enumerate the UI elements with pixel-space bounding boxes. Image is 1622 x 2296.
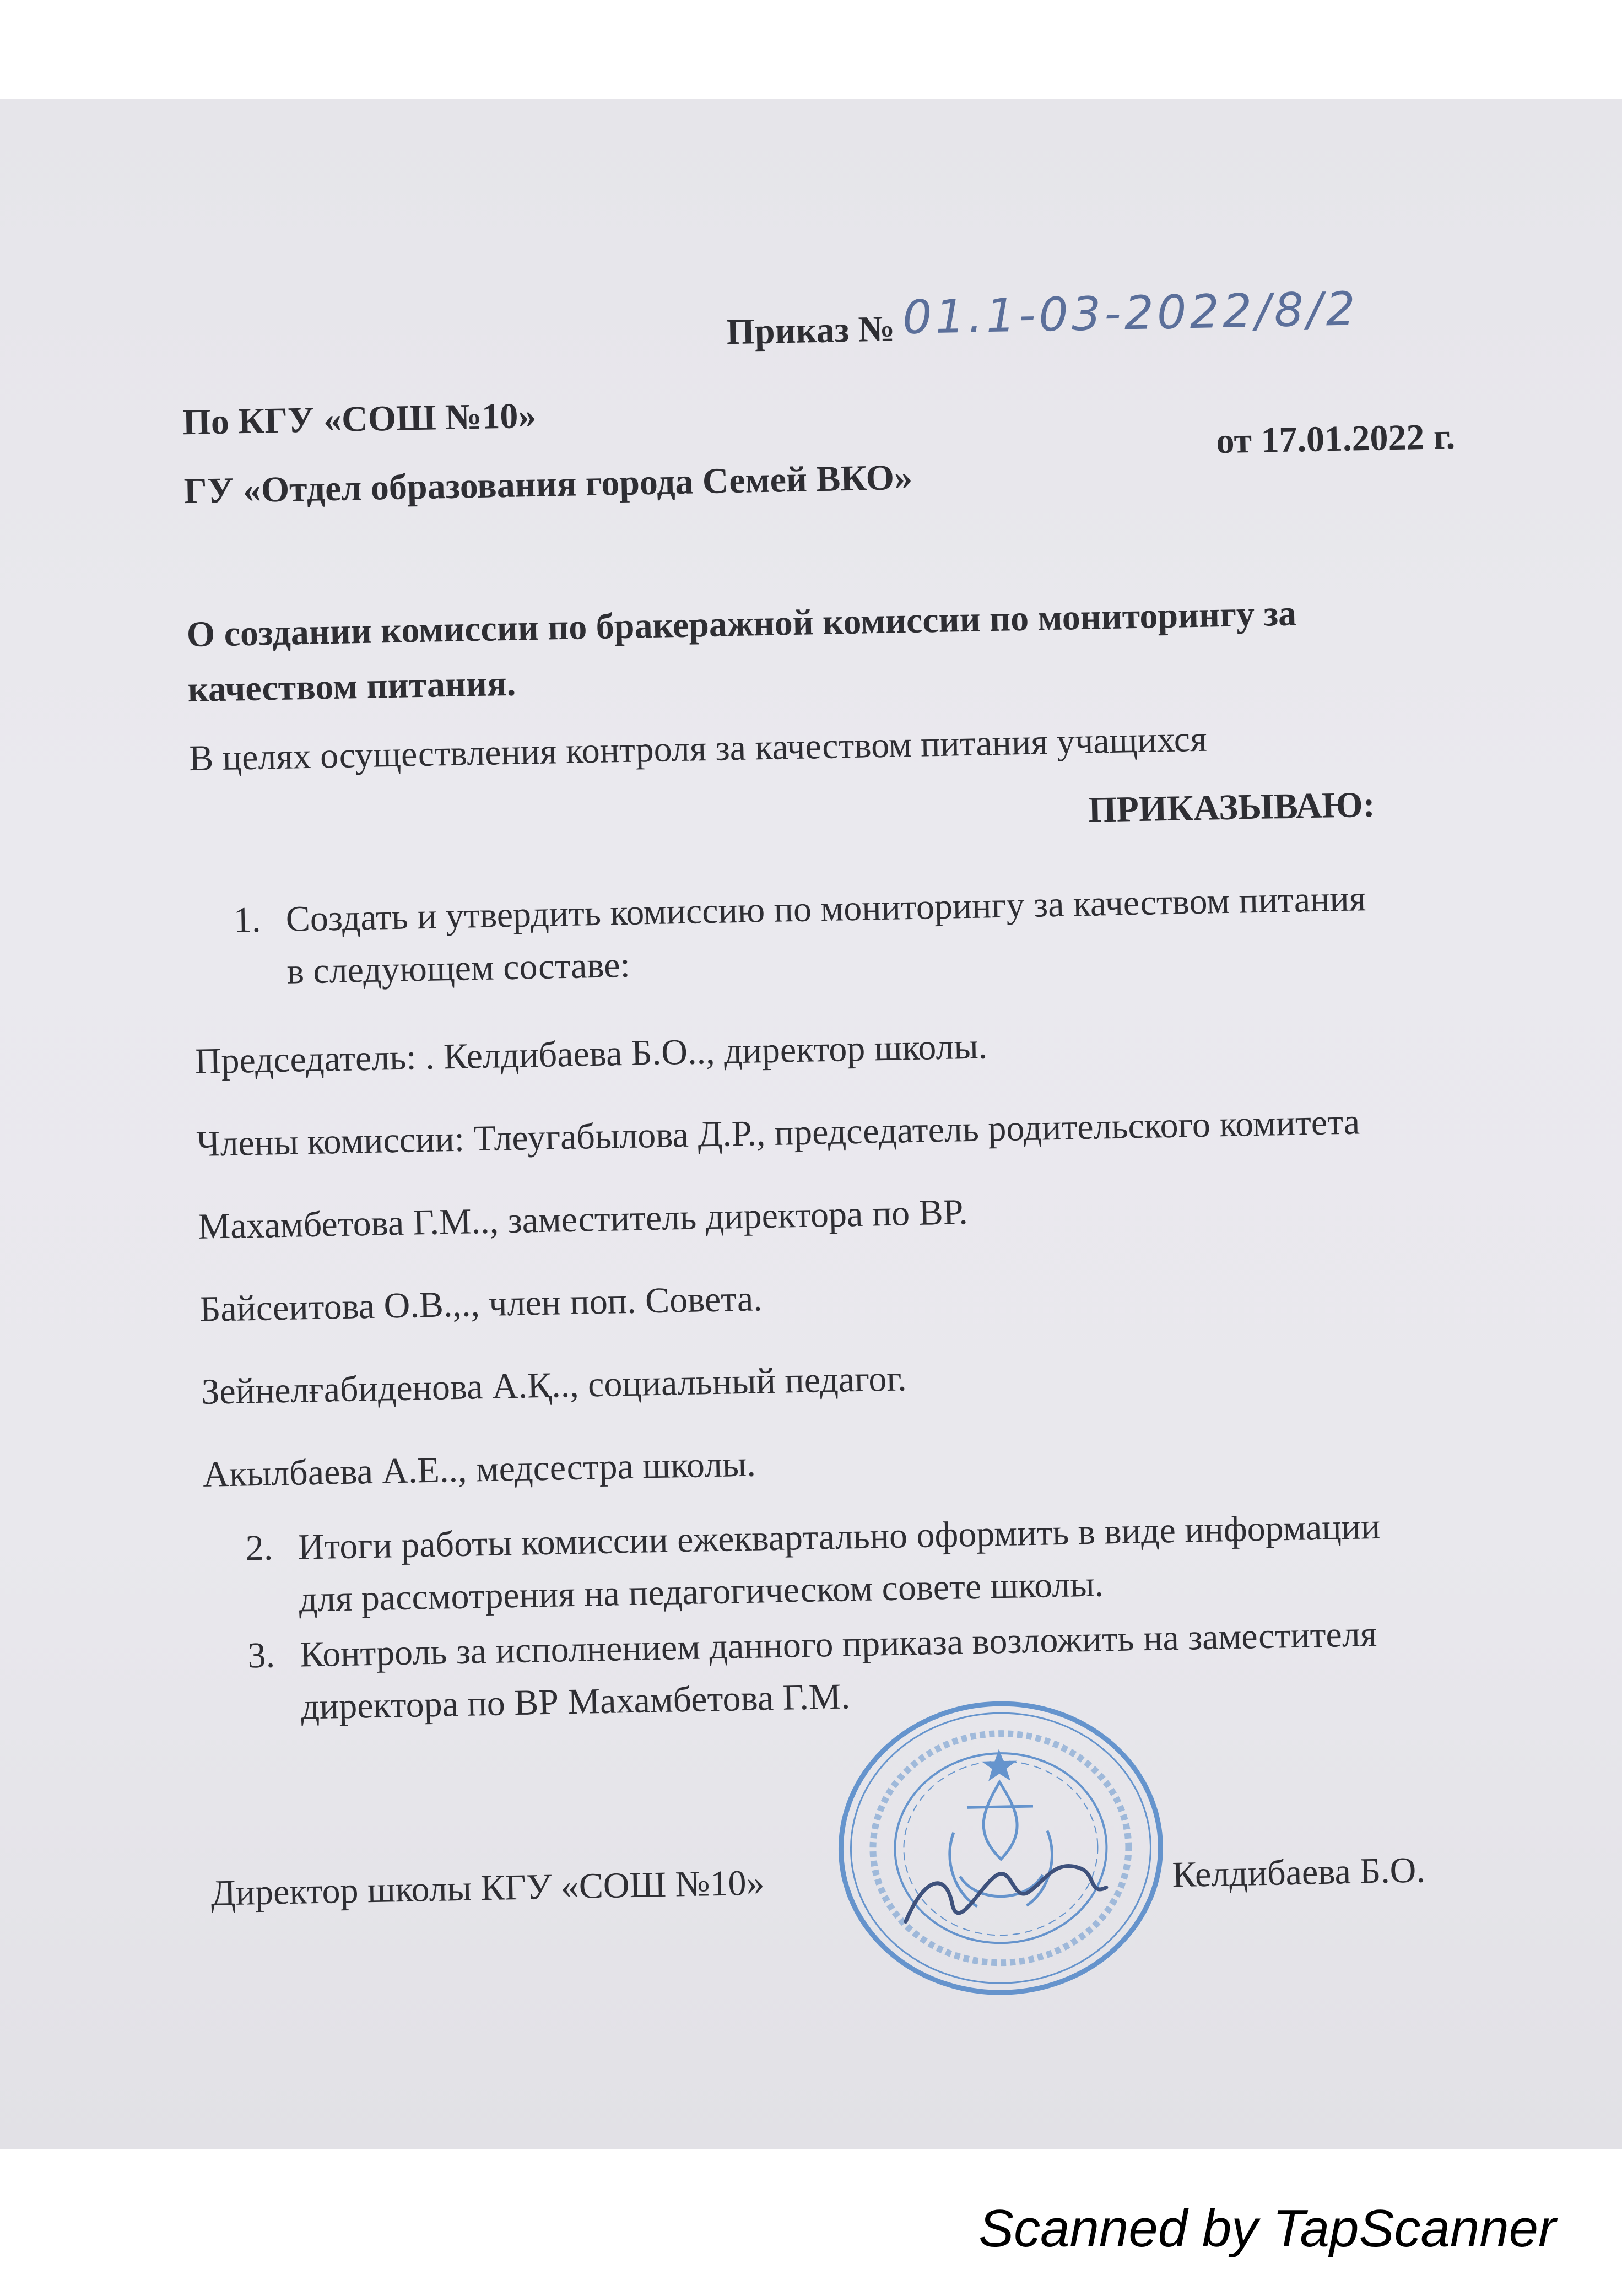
commission-member: Байсеитова О.В.,., член поп. Совета. bbox=[199, 1278, 763, 1330]
list-item bbox=[245, 1505, 1381, 1570]
order-preamble: В целях осуществления контроля за качеством питания учащихся bbox=[188, 718, 1208, 779]
signature-name: Келдибаева Б.О. bbox=[1171, 1850, 1426, 1895]
commission-members-header: Члены комиссии: Тлеугабылова Д.Р., председатель родительского комитета bbox=[196, 1101, 1360, 1164]
list-item bbox=[233, 877, 1366, 942]
official-stamp bbox=[827, 1690, 1175, 2006]
order-sheet bbox=[0, 99, 1622, 2149]
scanner-watermark: Scanned by TapScanner bbox=[978, 2199, 1556, 2258]
commission-member: Акылбаева А.Е.., медсестра школы. bbox=[202, 1444, 756, 1495]
list-item bbox=[247, 1612, 1377, 1678]
list-item-continuation: для рассмотрения на педагогическом совете школы. bbox=[298, 1564, 1104, 1620]
signature-title: Директор школы КГУ «СОШ №10» bbox=[210, 1862, 765, 1914]
list-item-text: Итоги работы комиссии ежеквартально оформить в виде информации bbox=[298, 1506, 1381, 1568]
list-item-number: 1. bbox=[233, 899, 262, 941]
order-command: ПРИКАЗЫВАЮ: bbox=[1088, 784, 1376, 830]
list-item-number: 3. bbox=[247, 1635, 275, 1676]
order-title: Приказ № bbox=[726, 309, 895, 353]
list-item-text: Создать и утвердить комиссию по мониторингу за качеством питания bbox=[285, 878, 1366, 939]
list-item-text: Контроль за исполнением данного приказа возложить на заместителя bbox=[299, 1614, 1377, 1675]
list-item-continuation: директора по ВР Махамбетова Г.М. bbox=[300, 1676, 851, 1727]
commission-chair: Председатель: . Келдибаева Б.О.., директор школы. bbox=[194, 1026, 988, 1082]
commission-member: Махамбетова Г.М.., заместитель директора по ВР. bbox=[197, 1192, 969, 1247]
order-date: от 17.01.2022 г. bbox=[1215, 416, 1456, 462]
document-page bbox=[0, 99, 1622, 2149]
organization-line-2: ГУ «Отдел образования города Семей ВКО» bbox=[183, 457, 913, 512]
order-subject-line-2: качеством питания. bbox=[187, 663, 516, 710]
list-item-continuation: в следующем составе: bbox=[286, 944, 631, 992]
organization-line-1: По КГУ «СОШ №10» bbox=[182, 395, 537, 443]
order-subject-line-1: О создании комиссии по бракеражной комиссии по мониторингу за bbox=[186, 593, 1297, 655]
commission-member: Зейнелғабиденова А.Қ.., социальный педагог. bbox=[201, 1358, 907, 1412]
order-number-handwritten: 01.1-03-2022/8/2 bbox=[902, 282, 1359, 345]
list-item-number: 2. bbox=[245, 1527, 273, 1569]
